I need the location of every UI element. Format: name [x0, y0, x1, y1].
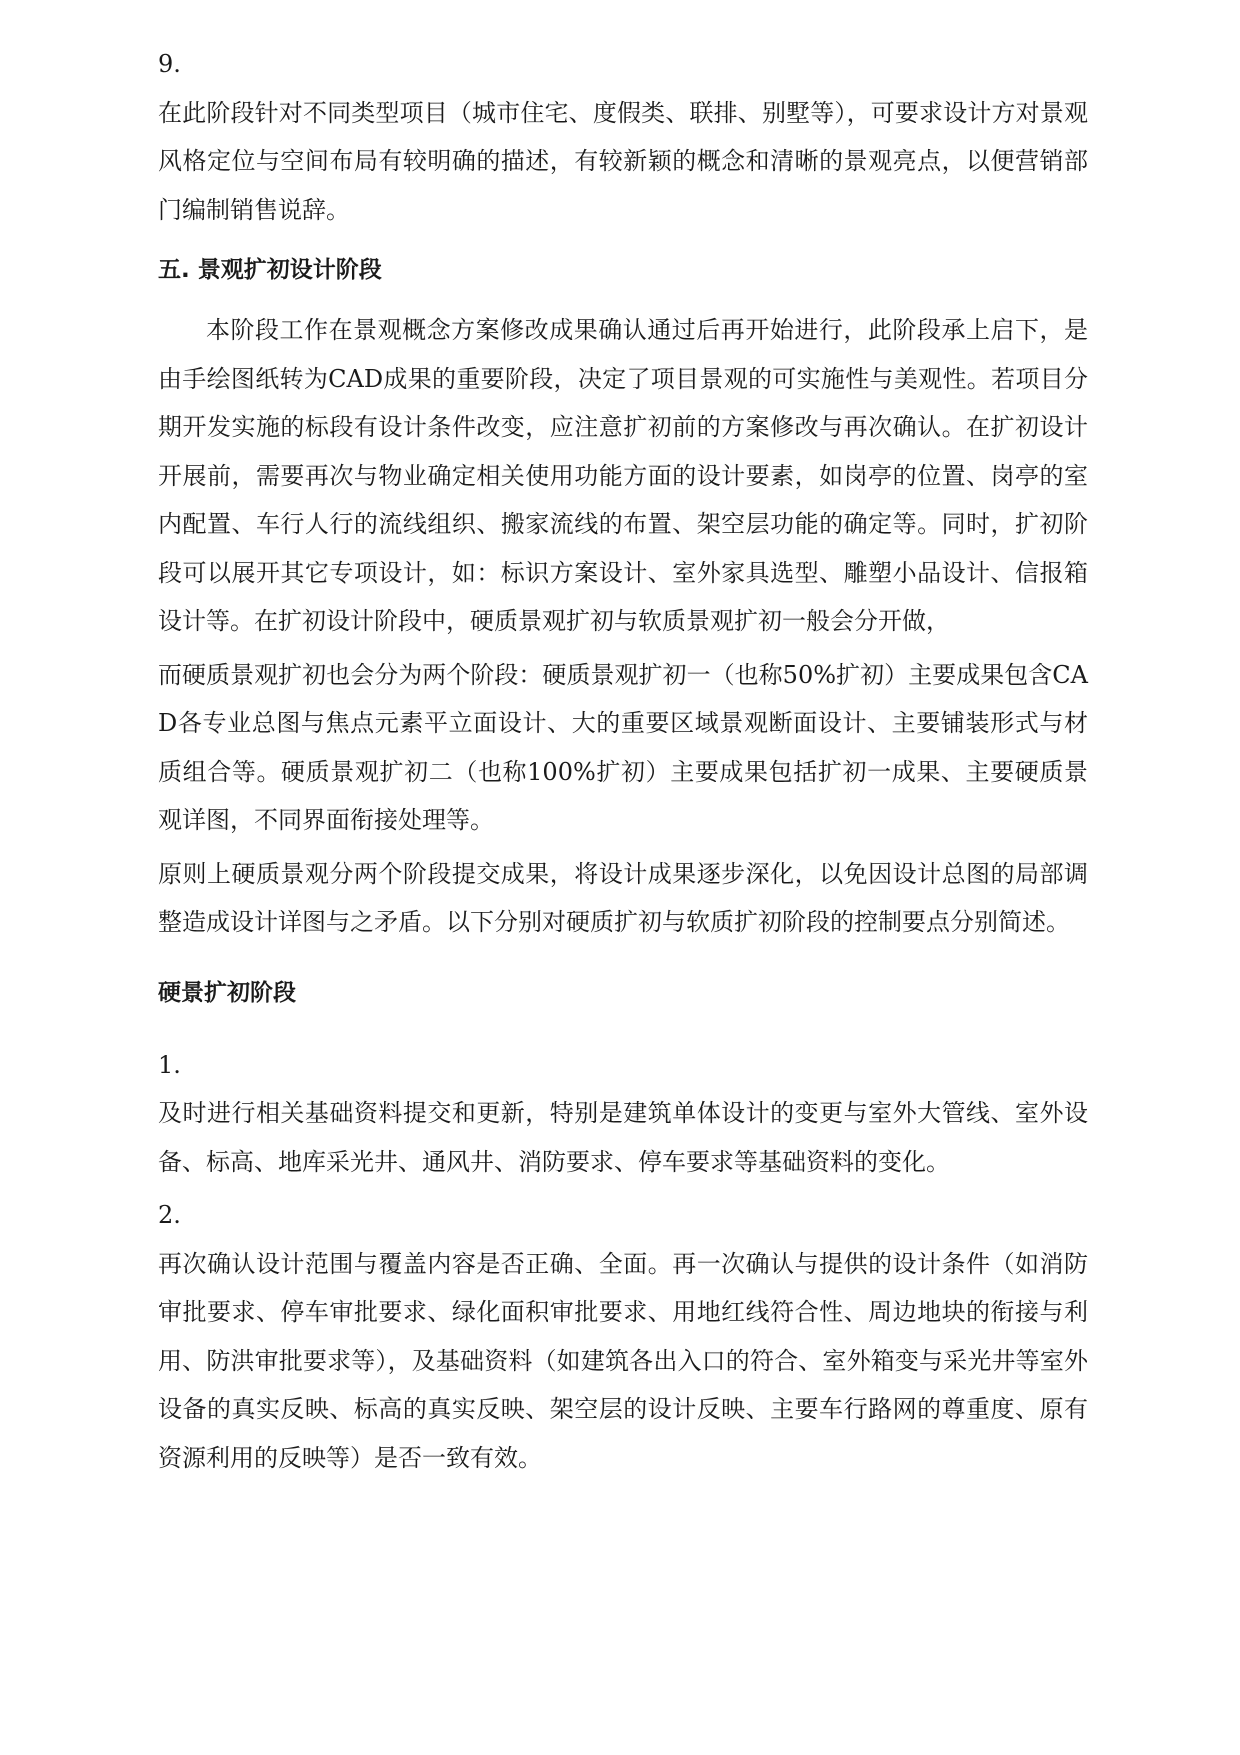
section-5-heading: 五. 景观扩初设计阶段	[158, 257, 382, 283]
item-1-number: 1.	[158, 1050, 181, 1079]
section-5-paragraph-1: 本阶段工作在景观概念方案修改成果确认通过后再开始进行，此阶段承上启下，是由手绘图纸转为CAD成果的重要阶段，决定了项目景观的可实施性与美观性。若项目分期开发实施的标段有设计条件改变，应注意扩初前的方案修改与再次确认。在扩初设计开展前，需要再次与物业确定相关使用功能方面的设计要素，如岗亭的位置、岗亭的室内配置、车行人行的流线组织、搬家流线的布置、架空层功能的确定等。同时，扩初阶段可以展开其它专项设计，如：标识方案设计、室外家具选型、雕塑小品设计、信报箱设计等。在扩初设计阶段中，硬质景观扩初与软质景观扩初一般会分开做，	[158, 316, 1088, 635]
section-5-paragraph-2: 而硬质景观扩初也会分为两个阶段：硬质景观扩初一（也称50%扩初）主要成果包含CAD各专业总图与焦点元素平立面设计、大的重要区域景观断面设计、主要铺装形式与材质组合等。硬质景观扩初二（也称100%扩初）主要成果包括扩初一成果、主要硬质景观详图，不同界面衔接处理等。	[158, 660, 1088, 834]
document-content	[158, 40, 1088, 1482]
item-2-text: 再次确认设计范围与覆盖内容是否正确、全面。再一次确认与提供的设计条件（如消防审批要求、停车审批要求、绿化面积审批要求、用地红线符合性、周边地块的衔接与利用、防洪审批要求等），及基础资料（如建筑各出入口的符合、室外箱变与采光井等室外设备的真实反映、标高的真实反映、架空层的设计反映、主要车行路网的尊重度、原有资源利用的反映等）是否一致有效。	[158, 1249, 1088, 1472]
item-9-text: 在此阶段针对不同类型项目（城市住宅、度假类、联排、别墅等），可要求设计方对景观风格定位与空间布局有较明确的描述，有较新颖的概念和清晰的景观亮点，以便营销部门编制销售说辞。	[158, 98, 1088, 224]
item-1-text: 及时进行相关基础资料提交和更新，特别是建筑单体设计的变更与室外大管线、室外设备、标高、地库采光井、通风井、消防要求、停车要求等基础资料的变化。	[158, 1099, 1088, 1176]
subsection-heading: 硬景扩初阶段	[158, 979, 296, 1006]
item-2-number: 2.	[158, 1201, 181, 1229]
item-9-number: 9.	[158, 50, 181, 78]
section-5-paragraph-3: 原则上硬质景观分两个阶段提交成果，将设计成果逐步深化，以免因设计总图的局部调整造成设计详图与之矛盾。以下分别对硬质扩初与软质扩初阶段的控制要点分别简述。	[158, 859, 1088, 936]
